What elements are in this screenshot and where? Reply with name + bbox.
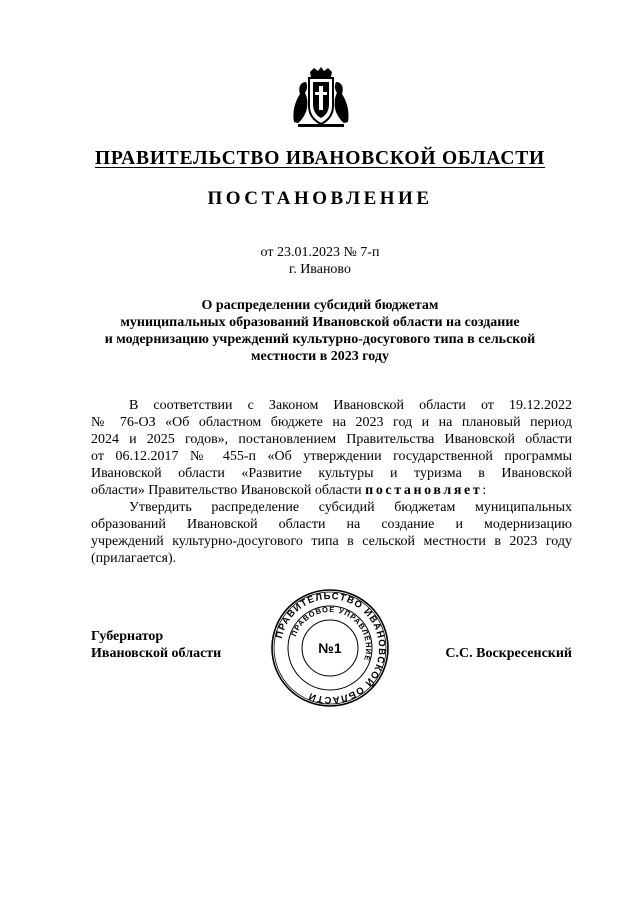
body-line: учреждений культурно-досугового типа в сельской местности в 2023 году <box>91 534 572 549</box>
body-line: 2024 и 2025 годов», постановлением Правительства Ивановской области <box>91 432 572 447</box>
subject-line: и модернизацию учреждений культурно-досугового типа в сельской <box>104 332 536 347</box>
resolution-keyword: постановляет <box>365 483 483 498</box>
body-line-suffix: : <box>482 483 487 498</box>
signer-title <box>91 628 221 662</box>
body-line: от 06.12.2017 № 455-п «Об утверждении государственной программы <box>91 449 572 464</box>
subject-line: местности в 2023 году <box>251 349 389 364</box>
subject-line: О распределении субсидий бюджетам <box>201 298 439 313</box>
document-body <box>91 397 572 567</box>
signer-name: С.С. Воскресенский <box>445 646 572 661</box>
body-line: № 76-ОЗ «Об областном бюджете на 2023 год и на плановый период <box>91 415 572 430</box>
signer-title-line: Губернатор <box>91 629 164 644</box>
body-line: Утвердить распределение субсидий бюджетам муниципальных <box>129 500 572 515</box>
document-meta <box>60 244 580 278</box>
document-type: ПОСТАНОВЛЕНИЕ <box>207 188 433 209</box>
signer-title-line: Ивановской области <box>91 646 222 661</box>
subject-line: муниципальных образований Ивановской области на создание <box>120 315 520 330</box>
ivanovo-coat-of-arms-icon <box>290 66 352 128</box>
official-stamp <box>268 586 392 710</box>
body-line: (прилагается). <box>91 551 177 566</box>
body-line: В соответствии с Законом Ивановской области от 19.12.2022 <box>129 398 572 413</box>
body-line <box>91 482 572 499</box>
body-line: Ивановской области «Развитие культуры и туризма в Ивановской <box>91 466 572 481</box>
document-date-number: от 23.01.2023 № 7-п <box>260 245 380 260</box>
stamp-inner-ring-text: ПРАВОВОЕ УПРАВЛЕНИЕ <box>289 604 374 663</box>
stamp-outer-ring-text: ПРАВИТЕЛЬСТВО ИВАНОВСКОЙ ОБЛАСТИ <box>273 590 388 706</box>
body-line-prefix: области» Правительство Ивановской области <box>91 483 362 498</box>
document-subject <box>80 297 560 365</box>
stamp-number: №1 <box>318 640 342 656</box>
document-city: г. Иваново <box>289 262 351 277</box>
body-line: образований Ивановской области на создание и модернизацию <box>91 517 572 532</box>
organization-title: ПРАВИТЕЛЬСТВО ИВАНОВСКОЙ ОБЛАСТИ <box>94 148 546 169</box>
